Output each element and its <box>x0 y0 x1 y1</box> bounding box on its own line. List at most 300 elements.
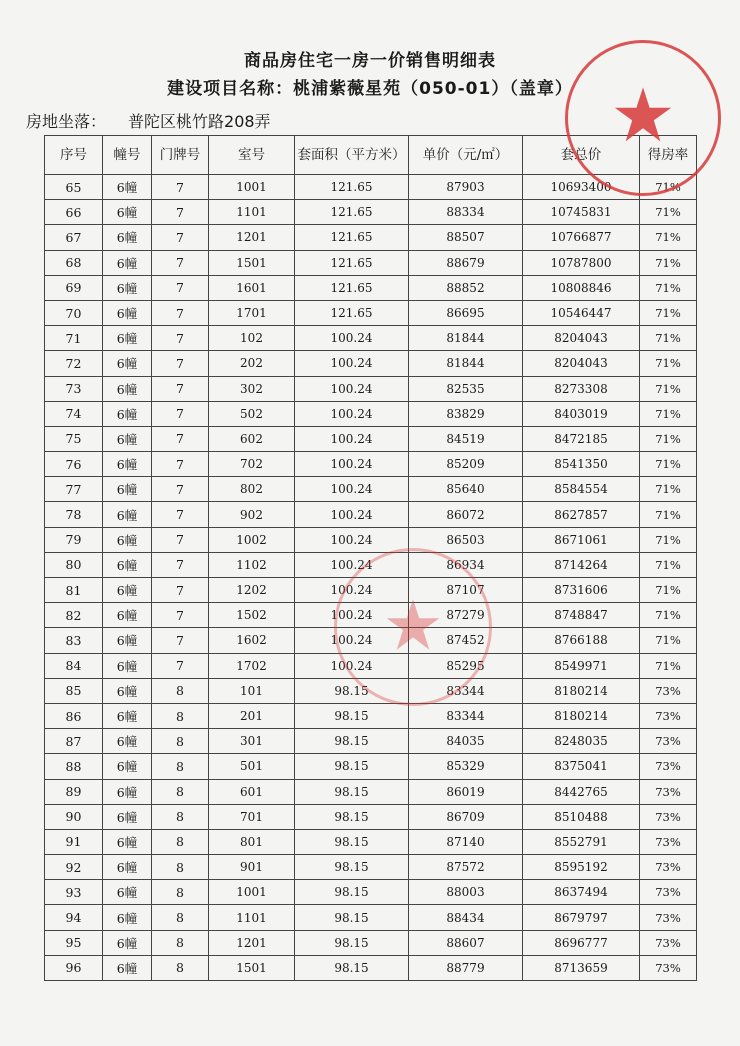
cell-area: 98.15 <box>295 930 409 955</box>
table-row <box>45 678 697 703</box>
cell-area: 100.24 <box>295 653 409 678</box>
cell-unit-price: 86503 <box>409 527 523 552</box>
table-row <box>45 729 697 754</box>
cell-building: 6幢 <box>103 603 152 628</box>
cell-unit-price: 84519 <box>409 426 523 451</box>
cell-door: 8 <box>152 829 209 854</box>
cell-building: 6幢 <box>103 905 152 930</box>
cell-building: 6幢 <box>103 200 152 225</box>
cell-door: 8 <box>152 678 209 703</box>
cell-unit-price: 88607 <box>409 930 523 955</box>
cell-room: 1601 <box>209 275 295 300</box>
cell-no: 96 <box>45 955 103 980</box>
cell-rate: 71% <box>640 502 697 527</box>
cell-room: 902 <box>209 502 295 527</box>
cell-door: 8 <box>152 754 209 779</box>
cell-rate: 71% <box>640 452 697 477</box>
cell-area: 121.65 <box>295 175 409 200</box>
cell-building: 6幢 <box>103 880 152 905</box>
cell-door: 7 <box>152 200 209 225</box>
cell-door: 7 <box>152 376 209 401</box>
cell-no: 91 <box>45 829 103 854</box>
cell-no: 73 <box>45 376 103 401</box>
cell-rate: 71% <box>640 527 697 552</box>
cell-unit-price: 83344 <box>409 678 523 703</box>
cell-door: 7 <box>152 603 209 628</box>
cell-rate: 73% <box>640 880 697 905</box>
cell-rate: 73% <box>640 703 697 728</box>
cell-total-price: 8248035 <box>523 729 640 754</box>
cell-no: 86 <box>45 703 103 728</box>
cell-no: 87 <box>45 729 103 754</box>
cell-area: 100.24 <box>295 552 409 577</box>
cell-unit-price: 88679 <box>409 250 523 275</box>
cell-area: 98.15 <box>295 855 409 880</box>
header-area: 套面积（平方米） <box>295 136 409 175</box>
cell-door: 7 <box>152 527 209 552</box>
cell-no: 90 <box>45 804 103 829</box>
cell-unit-price: 86695 <box>409 300 523 325</box>
cell-unit-price: 83829 <box>409 401 523 426</box>
cell-area: 98.15 <box>295 804 409 829</box>
cell-building: 6幢 <box>103 552 152 577</box>
table-row <box>45 703 697 728</box>
cell-unit-price: 88779 <box>409 955 523 980</box>
cell-area: 100.24 <box>295 603 409 628</box>
cell-building: 6幢 <box>103 250 152 275</box>
cell-no: 76 <box>45 452 103 477</box>
table-row <box>45 905 697 930</box>
cell-room: 701 <box>209 804 295 829</box>
cell-area: 121.65 <box>295 300 409 325</box>
table-row <box>45 552 697 577</box>
cell-room: 602 <box>209 426 295 451</box>
location-value: 普陀区桃竹路208弄 <box>128 112 271 131</box>
cell-area: 100.24 <box>295 502 409 527</box>
cell-area: 98.15 <box>295 779 409 804</box>
cell-no: 83 <box>45 628 103 653</box>
table-row <box>45 326 697 351</box>
cell-rate: 71% <box>640 426 697 451</box>
cell-area: 98.15 <box>295 678 409 703</box>
cell-no: 78 <box>45 502 103 527</box>
cell-rate: 71% <box>640 477 697 502</box>
cell-building: 6幢 <box>103 578 152 603</box>
table-row <box>45 401 697 426</box>
header-door: 门牌号 <box>152 136 209 175</box>
header-room: 室号 <box>209 136 295 175</box>
cell-door: 7 <box>152 326 209 351</box>
cell-door: 7 <box>152 578 209 603</box>
cell-unit-price: 85209 <box>409 452 523 477</box>
table-row <box>45 275 697 300</box>
cell-rate: 71% <box>640 225 697 250</box>
table-row <box>45 200 697 225</box>
cell-door: 8 <box>152 930 209 955</box>
cell-total-price: 8766188 <box>523 628 640 653</box>
table-row <box>45 880 697 905</box>
table-row <box>45 351 697 376</box>
cell-building: 6幢 <box>103 678 152 703</box>
cell-room: 101 <box>209 678 295 703</box>
cell-total-price: 8204043 <box>523 326 640 351</box>
cell-building: 6幢 <box>103 804 152 829</box>
cell-area: 121.65 <box>295 275 409 300</box>
table-row <box>45 754 697 779</box>
cell-total-price: 8442765 <box>523 779 640 804</box>
cell-total-price: 10766877 <box>523 225 640 250</box>
cell-rate: 71% <box>640 552 697 577</box>
cell-building: 6幢 <box>103 175 152 200</box>
cell-area: 121.65 <box>295 250 409 275</box>
cell-room: 901 <box>209 855 295 880</box>
table-row <box>45 175 697 200</box>
document-title: 商品房住宅一房一价销售明细表 <box>244 51 496 71</box>
cell-total-price: 8180214 <box>523 703 640 728</box>
cell-room: 1502 <box>209 603 295 628</box>
cell-building: 6幢 <box>103 426 152 451</box>
header-total-price: 套总价 <box>523 136 640 175</box>
cell-building: 6幢 <box>103 955 152 980</box>
cell-building: 6幢 <box>103 855 152 880</box>
cell-area: 100.24 <box>295 452 409 477</box>
cell-total-price: 8731606 <box>523 578 640 603</box>
cell-unit-price: 88507 <box>409 225 523 250</box>
table-row <box>45 855 697 880</box>
cell-room: 1001 <box>209 880 295 905</box>
cell-area: 98.15 <box>295 729 409 754</box>
cell-area: 100.24 <box>295 477 409 502</box>
cell-no: 69 <box>45 275 103 300</box>
cell-unit-price: 87279 <box>409 603 523 628</box>
table-row <box>45 452 697 477</box>
cell-no: 82 <box>45 603 103 628</box>
cell-total-price: 8679797 <box>523 905 640 930</box>
cell-total-price: 8472185 <box>523 426 640 451</box>
cell-rate: 71% <box>640 603 697 628</box>
cell-no: 94 <box>45 905 103 930</box>
cell-rate: 73% <box>640 955 697 980</box>
cell-rate: 71% <box>640 653 697 678</box>
cell-no: 70 <box>45 300 103 325</box>
cell-door: 8 <box>152 703 209 728</box>
cell-unit-price: 87107 <box>409 578 523 603</box>
cell-rate: 71% <box>640 376 697 401</box>
cell-rate: 73% <box>640 855 697 880</box>
cell-door: 7 <box>152 401 209 426</box>
cell-door: 7 <box>152 175 209 200</box>
cell-building: 6幢 <box>103 829 152 854</box>
cell-total-price: 8549971 <box>523 653 640 678</box>
cell-total-price: 8714264 <box>523 552 640 577</box>
cell-rate: 71% <box>640 175 697 200</box>
location-label: 房地坐落： <box>26 112 107 131</box>
cell-door: 7 <box>152 477 209 502</box>
cell-room: 1501 <box>209 955 295 980</box>
cell-building: 6幢 <box>103 275 152 300</box>
cell-room: 501 <box>209 754 295 779</box>
table-row <box>45 930 697 955</box>
cell-total-price: 8204043 <box>523 351 640 376</box>
cell-room: 1201 <box>209 225 295 250</box>
cell-door: 8 <box>152 955 209 980</box>
header-no: 序号 <box>45 136 103 175</box>
cell-unit-price: 81844 <box>409 351 523 376</box>
cell-door: 7 <box>152 552 209 577</box>
cell-rate: 73% <box>640 804 697 829</box>
cell-room: 201 <box>209 703 295 728</box>
cell-room: 1201 <box>209 930 295 955</box>
cell-no: 71 <box>45 326 103 351</box>
cell-area: 100.24 <box>295 351 409 376</box>
cell-building: 6幢 <box>103 729 152 754</box>
cell-rate: 71% <box>640 250 697 275</box>
cell-area: 100.24 <box>295 628 409 653</box>
cell-area: 98.15 <box>295 829 409 854</box>
cell-area: 100.24 <box>295 426 409 451</box>
cell-building: 6幢 <box>103 779 152 804</box>
cell-rate: 73% <box>640 829 697 854</box>
cell-rate: 71% <box>640 300 697 325</box>
cell-unit-price: 85329 <box>409 754 523 779</box>
cell-room: 301 <box>209 729 295 754</box>
cell-total-price: 8637494 <box>523 880 640 905</box>
cell-door: 7 <box>152 300 209 325</box>
table-row <box>45 250 697 275</box>
table-row <box>45 653 697 678</box>
cell-rate: 73% <box>640 779 697 804</box>
cell-unit-price: 81844 <box>409 326 523 351</box>
cell-unit-price: 88852 <box>409 275 523 300</box>
cell-door: 7 <box>152 426 209 451</box>
cell-area: 121.65 <box>295 225 409 250</box>
cell-building: 6幢 <box>103 300 152 325</box>
cell-unit-price: 84035 <box>409 729 523 754</box>
cell-door: 8 <box>152 880 209 905</box>
cell-rate: 71% <box>640 200 697 225</box>
property-location <box>26 109 271 132</box>
table-header-row <box>45 136 697 175</box>
cell-unit-price: 86019 <box>409 779 523 804</box>
cell-room: 1702 <box>209 653 295 678</box>
cell-area: 100.24 <box>295 578 409 603</box>
cell-room: 1202 <box>209 578 295 603</box>
cell-total-price: 8713659 <box>523 955 640 980</box>
cell-no: 88 <box>45 754 103 779</box>
cell-door: 7 <box>152 502 209 527</box>
cell-area: 98.15 <box>295 703 409 728</box>
cell-total-price: 8627857 <box>523 502 640 527</box>
cell-total-price: 10693400 <box>523 175 640 200</box>
table-row <box>45 955 697 980</box>
cell-unit-price: 87140 <box>409 829 523 854</box>
cell-total-price: 8541350 <box>523 452 640 477</box>
cell-room: 702 <box>209 452 295 477</box>
table-row <box>45 804 697 829</box>
cell-total-price: 8510488 <box>523 804 640 829</box>
cell-no: 66 <box>45 200 103 225</box>
cell-unit-price: 88434 <box>409 905 523 930</box>
header-unit-price: 单价（元/㎡） <box>409 136 523 175</box>
cell-door: 8 <box>152 804 209 829</box>
cell-no: 92 <box>45 855 103 880</box>
cell-room: 102 <box>209 326 295 351</box>
cell-building: 6幢 <box>103 628 152 653</box>
cell-door: 7 <box>152 452 209 477</box>
cell-room: 1501 <box>209 250 295 275</box>
cell-building: 6幢 <box>103 502 152 527</box>
cell-no: 75 <box>45 426 103 451</box>
table-row <box>45 603 697 628</box>
cell-rate: 73% <box>640 754 697 779</box>
cell-door: 8 <box>152 729 209 754</box>
cell-door: 7 <box>152 250 209 275</box>
cell-no: 79 <box>45 527 103 552</box>
cell-no: 68 <box>45 250 103 275</box>
table-row <box>45 426 697 451</box>
cell-door: 7 <box>152 653 209 678</box>
cell-no: 80 <box>45 552 103 577</box>
cell-no: 93 <box>45 880 103 905</box>
cell-area: 121.65 <box>295 200 409 225</box>
cell-room: 802 <box>209 477 295 502</box>
cell-rate: 71% <box>640 628 697 653</box>
cell-unit-price: 88003 <box>409 880 523 905</box>
cell-unit-price: 88334 <box>409 200 523 225</box>
cell-no: 84 <box>45 653 103 678</box>
cell-room: 502 <box>209 401 295 426</box>
table-row <box>45 829 697 854</box>
project-name: 建设项目名称：桃浦紫薇星苑（050-01）（盖章） <box>167 79 573 99</box>
cell-area: 98.15 <box>295 905 409 930</box>
cell-total-price: 10787800 <box>523 250 640 275</box>
header-building: 幢号 <box>103 136 152 175</box>
table-row <box>45 300 697 325</box>
cell-room: 302 <box>209 376 295 401</box>
cell-area: 100.24 <box>295 527 409 552</box>
table-row <box>45 527 697 552</box>
cell-total-price: 8552791 <box>523 829 640 854</box>
cell-room: 1002 <box>209 527 295 552</box>
cell-building: 6幢 <box>103 225 152 250</box>
cell-building: 6幢 <box>103 703 152 728</box>
table-row <box>45 628 697 653</box>
cell-building: 6幢 <box>103 754 152 779</box>
cell-area: 98.15 <box>295 880 409 905</box>
cell-total-price: 8180214 <box>523 678 640 703</box>
cell-unit-price: 87452 <box>409 628 523 653</box>
table-row <box>45 779 697 804</box>
cell-total-price: 8403019 <box>523 401 640 426</box>
cell-unit-price: 87903 <box>409 175 523 200</box>
cell-room: 1101 <box>209 200 295 225</box>
cell-total-price: 10808846 <box>523 275 640 300</box>
cell-room: 1701 <box>209 300 295 325</box>
header-rate: 得房率 <box>640 136 697 175</box>
cell-no: 65 <box>45 175 103 200</box>
cell-unit-price: 83344 <box>409 703 523 728</box>
cell-door: 7 <box>152 351 209 376</box>
cell-no: 74 <box>45 401 103 426</box>
cell-door: 7 <box>152 628 209 653</box>
cell-no: 85 <box>45 678 103 703</box>
table-row <box>45 225 697 250</box>
cell-building: 6幢 <box>103 376 152 401</box>
sales-detail-table <box>44 135 697 981</box>
cell-unit-price: 86709 <box>409 804 523 829</box>
cell-total-price: 10745831 <box>523 200 640 225</box>
cell-room: 1602 <box>209 628 295 653</box>
cell-rate: 71% <box>640 401 697 426</box>
cell-total-price: 8273308 <box>523 376 640 401</box>
table-row <box>45 578 697 603</box>
cell-area: 98.15 <box>295 754 409 779</box>
cell-building: 6幢 <box>103 930 152 955</box>
cell-door: 8 <box>152 855 209 880</box>
cell-no: 95 <box>45 930 103 955</box>
cell-rate: 71% <box>640 326 697 351</box>
cell-area: 100.24 <box>295 326 409 351</box>
cell-building: 6幢 <box>103 351 152 376</box>
cell-no: 72 <box>45 351 103 376</box>
cell-building: 6幢 <box>103 527 152 552</box>
cell-total-price: 10546447 <box>523 300 640 325</box>
cell-unit-price: 82535 <box>409 376 523 401</box>
cell-room: 601 <box>209 779 295 804</box>
cell-area: 100.24 <box>295 401 409 426</box>
cell-unit-price: 86934 <box>409 552 523 577</box>
table-row <box>45 477 697 502</box>
cell-unit-price: 86072 <box>409 502 523 527</box>
cell-total-price: 8748847 <box>523 603 640 628</box>
cell-rate: 71% <box>640 578 697 603</box>
cell-door: 7 <box>152 225 209 250</box>
cell-total-price: 8375041 <box>523 754 640 779</box>
cell-no: 81 <box>45 578 103 603</box>
cell-no: 77 <box>45 477 103 502</box>
cell-total-price: 8671061 <box>523 527 640 552</box>
cell-door: 8 <box>152 779 209 804</box>
cell-area: 100.24 <box>295 376 409 401</box>
cell-unit-price: 87572 <box>409 855 523 880</box>
cell-room: 1101 <box>209 905 295 930</box>
cell-rate: 73% <box>640 678 697 703</box>
cell-no: 89 <box>45 779 103 804</box>
cell-rate: 71% <box>640 351 697 376</box>
cell-room: 1102 <box>209 552 295 577</box>
cell-room: 1001 <box>209 175 295 200</box>
cell-rate: 73% <box>640 729 697 754</box>
cell-unit-price: 85640 <box>409 477 523 502</box>
cell-no: 67 <box>45 225 103 250</box>
cell-door: 8 <box>152 905 209 930</box>
table-row <box>45 502 697 527</box>
cell-room: 202 <box>209 351 295 376</box>
cell-rate: 73% <box>640 930 697 955</box>
cell-building: 6幢 <box>103 452 152 477</box>
cell-total-price: 8584554 <box>523 477 640 502</box>
cell-building: 6幢 <box>103 653 152 678</box>
cell-building: 6幢 <box>103 326 152 351</box>
cell-room: 801 <box>209 829 295 854</box>
cell-door: 7 <box>152 275 209 300</box>
cell-building: 6幢 <box>103 477 152 502</box>
cell-area: 98.15 <box>295 955 409 980</box>
cell-rate: 73% <box>640 905 697 930</box>
table-row <box>45 376 697 401</box>
cell-total-price: 8595192 <box>523 855 640 880</box>
cell-unit-price: 85295 <box>409 653 523 678</box>
